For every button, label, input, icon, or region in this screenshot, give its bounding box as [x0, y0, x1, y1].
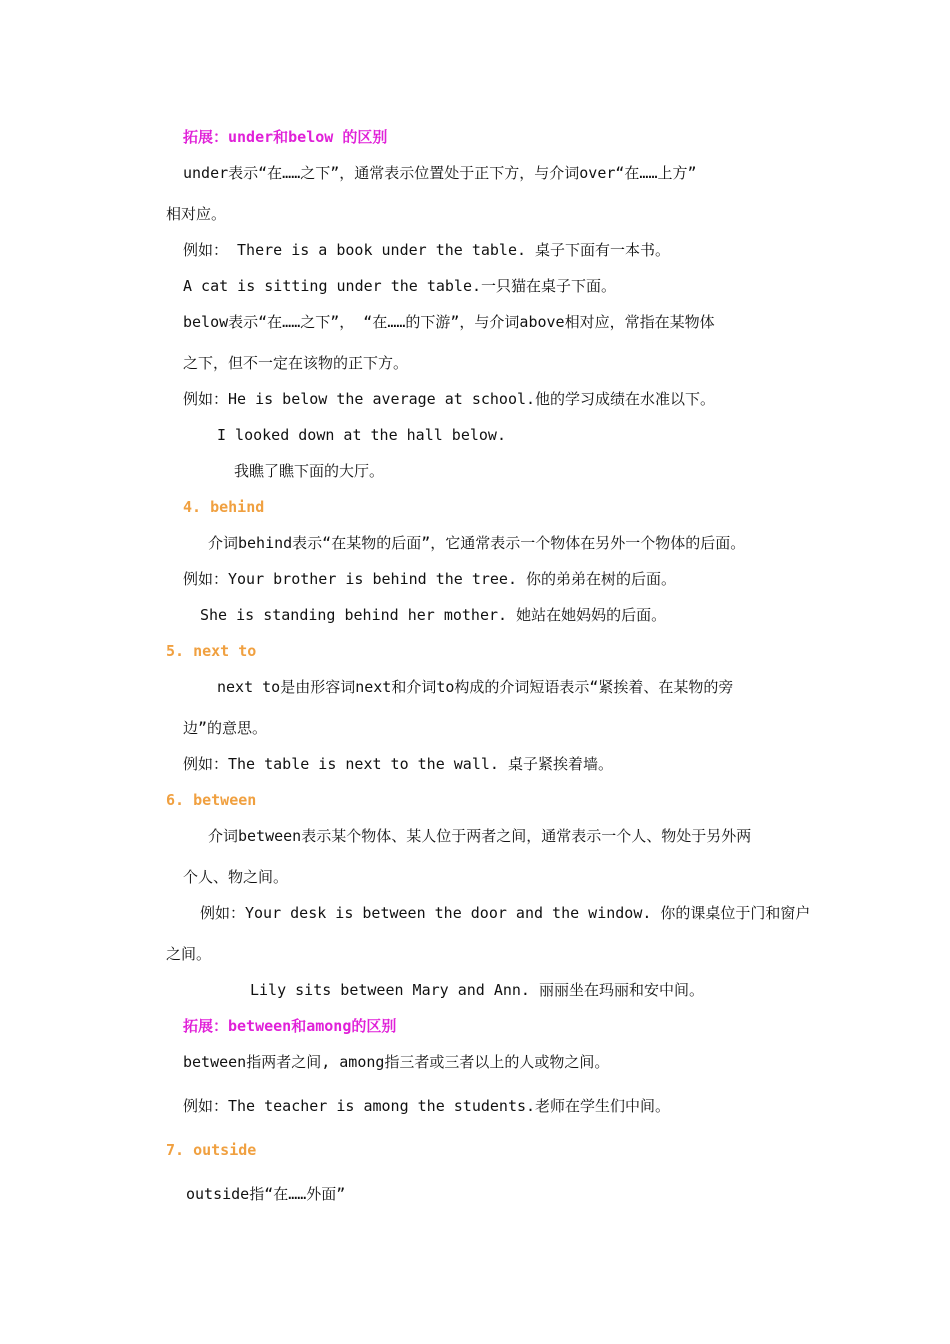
example-line: She is standing behind her mother. 她站在她妈妈的后面。 — [200, 606, 667, 624]
example-line: Lily sits between Mary and Ann. 丽丽坐在玛丽和安中间。 — [250, 981, 704, 999]
paragraph-line: between指两者之间, among指三者或三者以上的人或物之间。 — [183, 1053, 610, 1071]
example-line: 例如：The teacher is among the students.老师在学生们中间。 — [183, 1097, 671, 1115]
paragraph-line: next to是由形容词next和介词to构成的介词短语表示“紧挨着、在某物的旁 — [217, 678, 734, 696]
section-heading-between-among: 拓展：between和among的区别 — [183, 1017, 397, 1035]
section-heading-outside: 7. outside — [166, 1141, 257, 1159]
example-line: 例如：The table is next to the wall. 桌子紧挨着墙。 — [183, 755, 613, 773]
example-line: 例如： There is a book under the table. 桌子下面有一本书。 — [183, 241, 671, 259]
section-heading-under-below: 拓展：under和below 的区别 — [183, 128, 388, 146]
section-heading-next-to: 5. next to — [166, 642, 257, 660]
paragraph-line: outside指“在……外面” — [186, 1185, 346, 1203]
paragraph-line: under表示“在……之下”，通常表示位置处于正下方，与介词over“在……上方” — [183, 164, 697, 182]
section-heading-behind: 4. behind — [183, 498, 265, 516]
example-line: I looked down at the hall below. — [217, 426, 506, 444]
paragraph-line: 个人、物之间。 — [183, 868, 289, 886]
example-line: A cat is sitting under the table.一只猫在桌子下面。 — [183, 277, 617, 295]
example-translation: 我瞧了瞧下面的大厅。 — [234, 462, 385, 480]
paragraph-line: 相对应。 — [166, 205, 227, 223]
paragraph-line: 之间。 — [166, 945, 212, 963]
example-line: 例如：Your brother is behind the tree. 你的弟弟在树的后面。 — [183, 570, 677, 588]
example-line: 例如：He is below the average at school.他的学习成绩在水准以下。 — [183, 390, 716, 408]
section-heading-between: 6. between — [166, 791, 257, 809]
paragraph-line: 边”的意思。 — [183, 719, 268, 737]
paragraph-line: 介词between表示某个物体、某人位于两者之间，通常表示一个人、物处于另外两 — [208, 827, 752, 845]
paragraph-line: 介词behind表示“在某物的后面”，它通常表示一个物体在另外一个物体的后面。 — [208, 534, 746, 552]
paragraph-line: 之下，但不一定在该物的正下方。 — [183, 354, 409, 372]
paragraph-line: below表示“在……之下”， “在……的下游”，与介词above相对应，常指在某物体 — [183, 313, 715, 331]
example-line: 例如：Your desk is between the door and the window. 你的课桌位于门和窗户 — [200, 904, 811, 922]
